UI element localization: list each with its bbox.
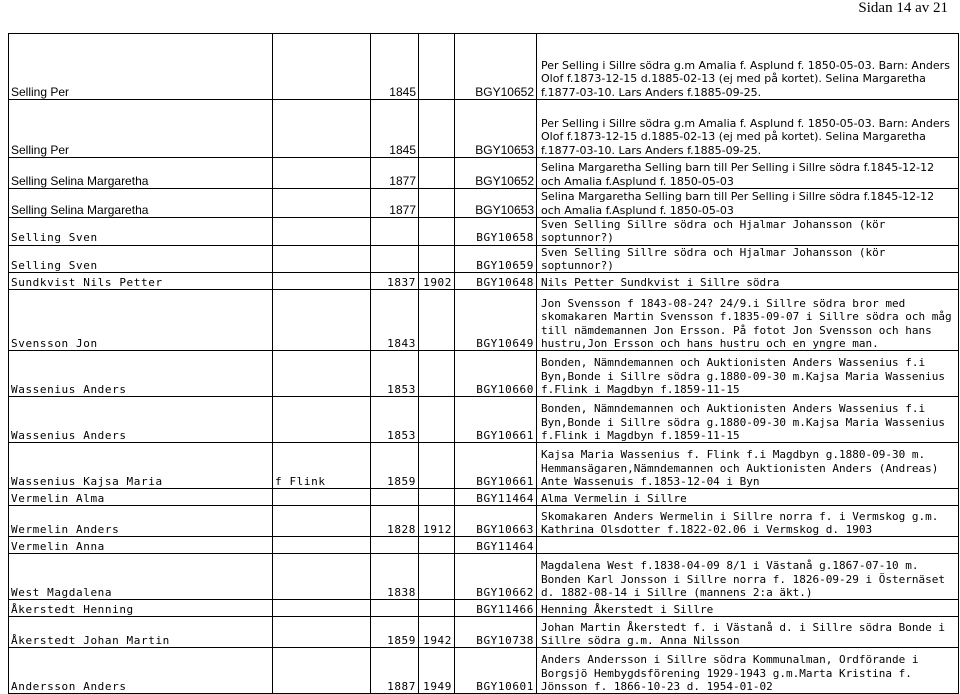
table-row bbox=[9, 100, 959, 158]
birth-year-cell: 1853 bbox=[371, 351, 419, 397]
maiden-name-cell bbox=[273, 554, 371, 600]
record-id-cell: BGY10652 bbox=[455, 158, 537, 189]
death-year-cell bbox=[419, 600, 455, 617]
death-year-cell: 1912 bbox=[419, 506, 455, 537]
death-year-cell bbox=[419, 158, 455, 189]
name-cell: Åkerstedt Johan Martin bbox=[9, 617, 273, 648]
name-cell: Åkerstedt Henning bbox=[9, 600, 273, 617]
description-cell: Anders Andersson i Sillre södra Kommunalman, Ordförande i Borgsjö Hembygdsförening 1929-1943 g.m.Marta Kristina f. Jönsson f. 1866-10-23 d. 1954-01-02 bbox=[537, 648, 959, 694]
description-cell: Alma Vermelin i Sillre bbox=[537, 489, 959, 506]
record-id-cell: BGY10661 bbox=[455, 397, 537, 443]
name-cell: Wassenius Anders bbox=[9, 397, 273, 443]
name-cell: Selling Per bbox=[9, 34, 273, 100]
death-year-cell bbox=[419, 554, 455, 600]
birth-year-cell: 1877 bbox=[371, 158, 419, 189]
table-row bbox=[9, 397, 959, 443]
record-id-cell: BGY10659 bbox=[455, 245, 537, 273]
maiden-name-cell bbox=[273, 273, 371, 290]
record-id-cell: BGY11464 bbox=[455, 537, 537, 554]
description-cell: Bonden, Nämndemannen och Auktionisten Anders Wassenius f.i Byn,Bonde i Sillre södra g.1880-09-30 m.Kajsa Maria Wassenius f.Flink i Magdbyn f.1859-11-15 bbox=[537, 351, 959, 397]
maiden-name-cell bbox=[273, 218, 371, 246]
description-cell bbox=[537, 537, 959, 554]
death-year-cell: 1949 bbox=[419, 648, 455, 694]
table-row bbox=[9, 537, 959, 554]
table-row bbox=[9, 189, 959, 218]
birth-year-cell bbox=[371, 245, 419, 273]
death-year-cell bbox=[419, 489, 455, 506]
record-id-cell: BGY10660 bbox=[455, 351, 537, 397]
table-row bbox=[9, 554, 959, 600]
birth-year-cell: 1837 bbox=[371, 273, 419, 290]
name-cell: Selling Sven bbox=[9, 245, 273, 273]
table-row bbox=[9, 245, 959, 273]
record-id-cell: BGY10652 bbox=[455, 34, 537, 100]
table-row bbox=[9, 290, 959, 351]
maiden-name-cell bbox=[273, 617, 371, 648]
table-row bbox=[9, 218, 959, 246]
table-row bbox=[9, 273, 959, 290]
death-year-cell bbox=[419, 537, 455, 554]
record-id-cell: BGY10653 bbox=[455, 189, 537, 218]
birth-year-cell: 1845 bbox=[371, 100, 419, 158]
maiden-name-cell bbox=[273, 397, 371, 443]
description-cell: Selina Margaretha Selling barn till Per Selling i Sillre södra f.1845-12-12 och Amalia f.Asplund f. 1850-05-03 bbox=[537, 189, 959, 218]
record-id-cell: BGY10653 bbox=[455, 100, 537, 158]
name-cell: Wassenius Kajsa Maria bbox=[9, 443, 273, 489]
table-row bbox=[9, 600, 959, 617]
maiden-name-cell bbox=[273, 245, 371, 273]
description-cell: Henning Åkerstedt i Sillre bbox=[537, 600, 959, 617]
death-year-cell bbox=[419, 218, 455, 246]
death-year-cell: 1902 bbox=[419, 273, 455, 290]
maiden-name-cell bbox=[273, 34, 371, 100]
table-row bbox=[9, 158, 959, 189]
birth-year-cell bbox=[371, 489, 419, 506]
birth-year-cell: 1877 bbox=[371, 189, 419, 218]
description-cell: Johan Martin Åkerstedt f. i Västanå d. i Sillre södra Bonde i Sillre södra g.m. Anna Nilsson bbox=[537, 617, 959, 648]
maiden-name-cell bbox=[273, 100, 371, 158]
maiden-name-cell bbox=[273, 537, 371, 554]
maiden-name-cell bbox=[273, 158, 371, 189]
description-cell: Selina Margaretha Selling barn till Per Selling i Sillre södra f.1845-12-12 och Amalia f.Asplund f. 1850-05-03 bbox=[537, 158, 959, 189]
birth-year-cell bbox=[371, 600, 419, 617]
death-year-cell bbox=[419, 290, 455, 351]
page-number: Sidan 14 av 21 bbox=[858, 0, 948, 16]
death-year-cell bbox=[419, 397, 455, 443]
birth-year-cell bbox=[371, 218, 419, 246]
maiden-name-cell bbox=[273, 189, 371, 218]
table-row bbox=[9, 648, 959, 694]
birth-year-cell: 1828 bbox=[371, 506, 419, 537]
death-year-cell bbox=[419, 245, 455, 273]
death-year-cell bbox=[419, 189, 455, 218]
record-id-cell: BGY10738 bbox=[455, 617, 537, 648]
table-row bbox=[9, 506, 959, 537]
record-id-cell: BGY11464 bbox=[455, 489, 537, 506]
name-cell: Vermelin Alma bbox=[9, 489, 273, 506]
death-year-cell bbox=[419, 100, 455, 158]
name-cell: West Magdalena bbox=[9, 554, 273, 600]
death-year-cell bbox=[419, 443, 455, 489]
description-cell: Per Selling i Sillre södra g.m Amalia f. Asplund f. 1850-05-03. Barn: Anders Olof f.1873-12-15 d.1885-02-13 (ej med på kortet). Selina Margaretha f.1877-03-10. Lars Anders f.1885-09-25. bbox=[537, 34, 959, 100]
maiden-name-cell bbox=[273, 600, 371, 617]
name-cell: Selling Selina Margaretha bbox=[9, 158, 273, 189]
description-cell: Nils Petter Sundkvist i Sillre södra bbox=[537, 273, 959, 290]
record-id-cell: BGY10658 bbox=[455, 218, 537, 246]
name-cell: Wassenius Anders bbox=[9, 351, 273, 397]
record-id-cell: BGY10662 bbox=[455, 554, 537, 600]
name-cell: Svensson Jon bbox=[9, 290, 273, 351]
name-cell: Wermelin Anders bbox=[9, 506, 273, 537]
description-cell: Jon Svensson f 1843-08-24? 24/9.i Sillre södra bror med skomakaren Martin Svensson f.1835-09-07 i Sillre södra och måg till nämdemannen Jon Ersson. På fotot Jon Svensson och hans hustru,Jon Ersson och hans hustru och en yngre man. bbox=[537, 290, 959, 351]
table-row bbox=[9, 489, 959, 506]
description-cell: Magdalena West f.1838-04-09 8/1 i Västanå g.1867-07-10 m. Bonden Karl Jonsson i Sillre norra f. 1826-09-29 i Östernäset d. 1882-08-14 i Sillre (mannens 2:a äkt.) bbox=[537, 554, 959, 600]
maiden-name-cell: f Flink bbox=[273, 443, 371, 489]
record-table bbox=[8, 33, 959, 694]
death-year-cell bbox=[419, 34, 455, 100]
name-cell: Selling Selina Margaretha bbox=[9, 189, 273, 218]
birth-year-cell: 1845 bbox=[371, 34, 419, 100]
name-cell: Selling Per bbox=[9, 100, 273, 158]
name-cell: Sundkvist Nils Petter bbox=[9, 273, 273, 290]
record-id-cell: BGY10648 bbox=[455, 273, 537, 290]
record-id-cell: BGY10601 bbox=[455, 648, 537, 694]
table-row bbox=[9, 443, 959, 489]
description-cell: Sven Selling Sillre södra och Hjalmar Johansson (kör soptunnor?) bbox=[537, 218, 959, 246]
birth-year-cell: 1843 bbox=[371, 290, 419, 351]
birth-year-cell: 1859 bbox=[371, 443, 419, 489]
maiden-name-cell bbox=[273, 648, 371, 694]
maiden-name-cell bbox=[273, 506, 371, 537]
description-cell: Kajsa Maria Wassenius f. Flink f.i Magdbyn g.1880-09-30 m. Hemmansägaren,Nämndemannen och Auktionisten Anders (Andreas) Ante Wassenuis f.1853-12-04 i Byn bbox=[537, 443, 959, 489]
record-id-cell: BGY10661 bbox=[455, 443, 537, 489]
name-cell: Vermelin Anna bbox=[9, 537, 273, 554]
record-table-container bbox=[8, 33, 958, 694]
record-id-cell: BGY11466 bbox=[455, 600, 537, 617]
maiden-name-cell bbox=[273, 351, 371, 397]
maiden-name-cell bbox=[273, 489, 371, 506]
table-row bbox=[9, 34, 959, 100]
birth-year-cell: 1853 bbox=[371, 397, 419, 443]
table-row bbox=[9, 351, 959, 397]
record-id-cell: BGY10663 bbox=[455, 506, 537, 537]
description-cell: Sven Selling Sillre södra och Hjalmar Johansson (kör soptunnor?) bbox=[537, 245, 959, 273]
death-year-cell: 1942 bbox=[419, 617, 455, 648]
record-table-body bbox=[9, 34, 959, 694]
description-cell: Skomakaren Anders Wermelin i Sillre norra f. i Vermskog g.m. Kathrina Olsdotter f.1822-02.06 i Vermskog d. 1903 bbox=[537, 506, 959, 537]
birth-year-cell: 1838 bbox=[371, 554, 419, 600]
name-cell: Selling Sven bbox=[9, 218, 273, 246]
description-cell: Per Selling i Sillre södra g.m Amalia f. Asplund f. 1850-05-03. Barn: Anders Olof f.1873-12-15 d.1885-02-13 (ej med på kortet). Selina Margaretha f.1877-03-10. Lars Anders f.1885-09-25. bbox=[537, 100, 959, 158]
table-row bbox=[9, 617, 959, 648]
birth-year-cell: 1859 bbox=[371, 617, 419, 648]
maiden-name-cell bbox=[273, 290, 371, 351]
record-id-cell: BGY10649 bbox=[455, 290, 537, 351]
description-cell: Bonden, Nämndemannen och Auktionisten Anders Wassenius f.i Byn,Bonde i Sillre södra g.1880-09-30 m.Kajsa Maria Wassenius f.Flink i Magdbyn f.1859-11-15 bbox=[537, 397, 959, 443]
birth-year-cell: 1887 bbox=[371, 648, 419, 694]
death-year-cell bbox=[419, 351, 455, 397]
birth-year-cell bbox=[371, 537, 419, 554]
name-cell: Andersson Anders bbox=[9, 648, 273, 694]
